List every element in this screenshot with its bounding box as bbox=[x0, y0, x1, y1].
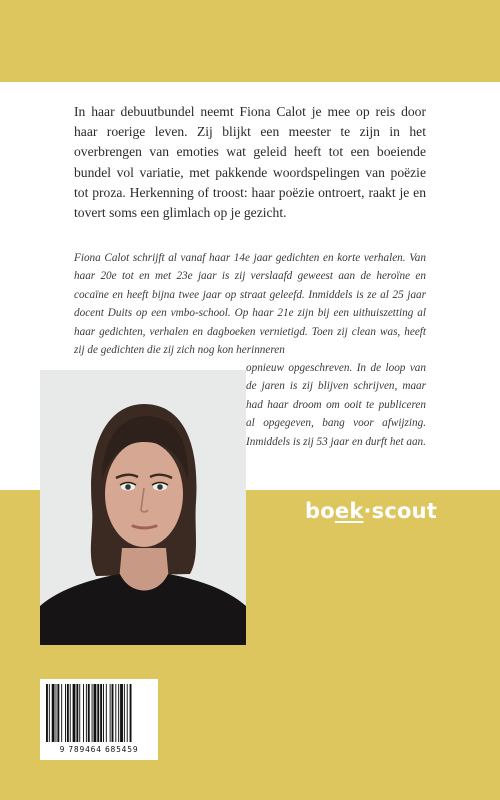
barcode-bar bbox=[52, 684, 55, 742]
barcode-bar bbox=[110, 684, 111, 742]
barcode-bar bbox=[118, 684, 119, 742]
barcode-bar bbox=[67, 684, 69, 742]
barcode-bar bbox=[49, 684, 50, 742]
barcode-bar bbox=[46, 684, 48, 742]
barcode-bar bbox=[57, 684, 59, 742]
author-photo bbox=[40, 370, 246, 645]
book-blurb: In haar debuutbundel neemt Fiona Calot je mee op reis door haar roerige leven. Zij blijkt een meester te zijn in het overbrengen van emoties wat geleid heeft tot een boeiende bundel vol variatie, met pakkende woordspelingen van poëzie tot proza. Herkenning of troost: haar poëzie ontroert, raakt je en tovert soms een glimlach op je gezicht. bbox=[74, 104, 426, 221]
barcode-bar bbox=[83, 684, 84, 742]
barcode-bar bbox=[76, 684, 78, 742]
barcode-bar bbox=[73, 684, 76, 742]
barcode-bar bbox=[127, 684, 128, 742]
barcode-bar bbox=[120, 684, 123, 742]
author-portrait-image bbox=[40, 370, 246, 645]
logo-text-underlined: ek bbox=[334, 499, 364, 523]
top-color-band bbox=[0, 0, 500, 82]
barcode-bar bbox=[65, 684, 66, 742]
barcode-bar bbox=[97, 684, 99, 742]
isbn-number: 9 789464 685459 bbox=[59, 745, 139, 754]
barcode-bar bbox=[103, 684, 104, 742]
author-bio: Fiona Calot schrijft al vanaf haar 14e jaar gedichten en korte verhalen. Van haar 20e tot en met 23e jaar is zij verslaafd geweest aan de heroïne en cocaïne en heeft bijna twee jaar op straat geleefd. Inmiddels is ze al 25 jaar docent Duits op een vmbo-school. Op haar 21e zijn bij een uithuiszetting al haar gedichten, verhalen en dagboeken vernietigd. Toen zij clean was, heeft zij de gedichten die zij zich nog kon herinneren bbox=[74, 252, 426, 357]
barcode-bar bbox=[130, 684, 132, 742]
barcode-bar bbox=[94, 684, 97, 742]
logo-dot: · bbox=[363, 499, 372, 523]
barcode-bar bbox=[92, 684, 93, 742]
barcode-bar bbox=[79, 684, 80, 742]
barcode-bar bbox=[106, 684, 107, 742]
barcode-bar bbox=[115, 684, 116, 742]
barcode-bar bbox=[70, 684, 71, 742]
barcode-bar bbox=[112, 684, 114, 742]
author-bio-continued: opnieuw opgeschreven. In de loop van de jaren is zij blijven schrijven, maar had haar droom om ooit te publiceren al opgegeven, bang voor afwijzing. Inmiddels is zij 53 jaar en durft het aan. bbox=[246, 362, 426, 448]
barcode-bar bbox=[86, 684, 87, 742]
barcode-bars bbox=[40, 679, 158, 745]
barcode-bar bbox=[88, 684, 90, 742]
logo-text-end: scout bbox=[371, 499, 438, 523]
barcode-bar bbox=[100, 684, 102, 742]
barcode-bar bbox=[61, 684, 62, 742]
barcode-bar bbox=[56, 684, 57, 742]
publisher-logo bbox=[305, 499, 437, 523]
barcode-bar bbox=[124, 684, 125, 742]
logo-text-start: bo bbox=[305, 499, 335, 523]
isbn-barcode bbox=[40, 679, 158, 760]
